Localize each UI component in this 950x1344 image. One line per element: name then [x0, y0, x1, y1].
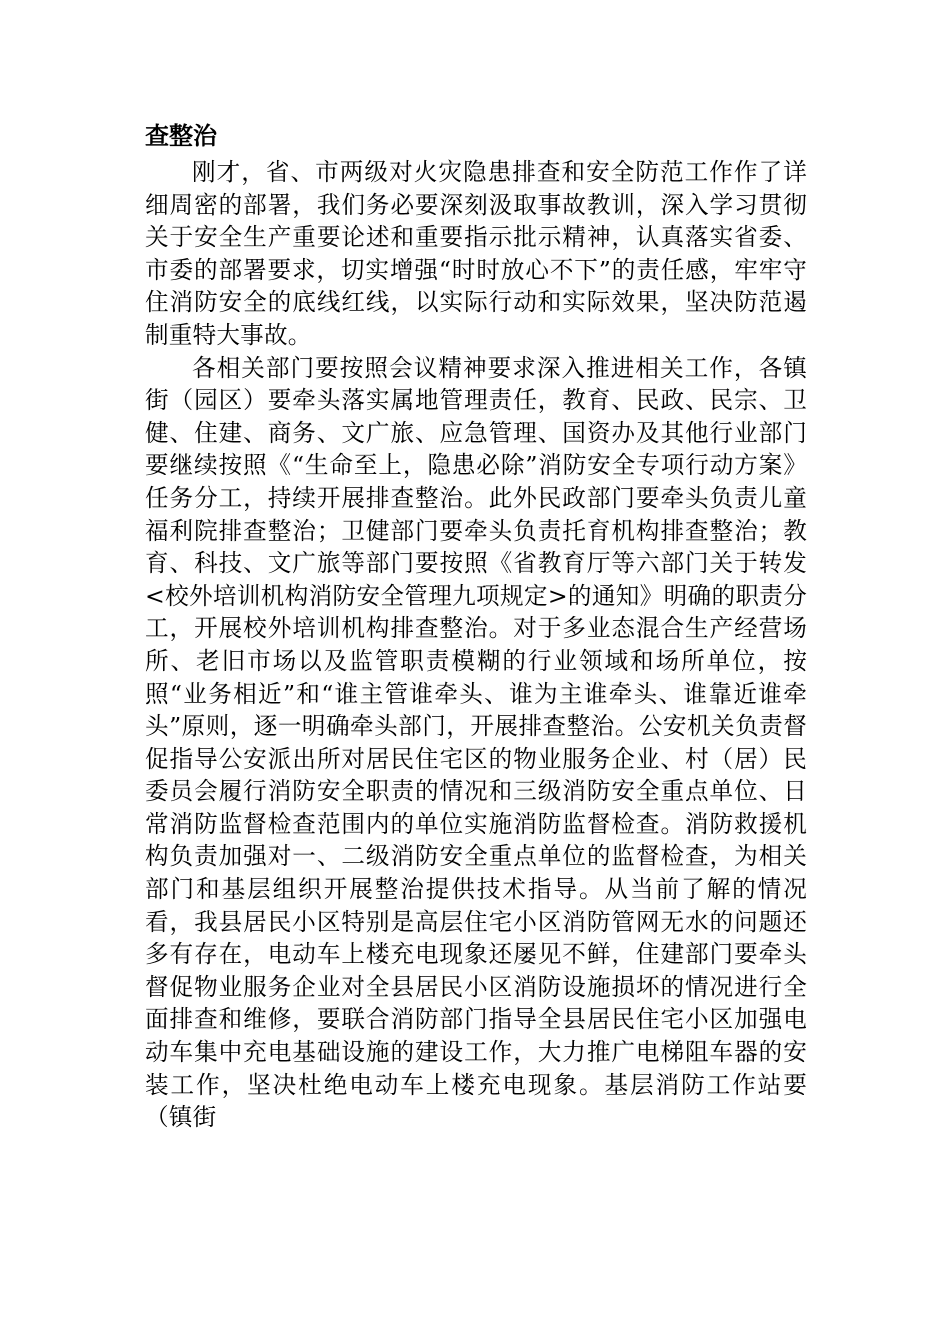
document-body: [145, 116, 807, 1134]
section-heading: 查整治: [145, 122, 217, 150]
paragraph-1: 刚才，省、市两级对火灾隐患排查和安全防范工作作了详细周密的部署，我们务必要深刻汲取事故教训，深入学习贯彻关于安全生产重要论述和重要指示批示精神，认真落实省委、市委的部署要求，切实增强“时时放心不下”的责任感，牢牢守住消防安全的底线红线，以实际行动和实际效果，坚决防范遏制重特大事故。: [145, 158, 807, 349]
paragraph-2: 各相关部门要按照会议精神要求深入推进相关工作，各镇街（园区）要牵头落实属地管理责任，教育、民政、民宗、卫健、住建、商务、文广旅、应急管理、国资办及其他行业部门要继续按照《“生命至上，隐患必除”消防安全专项行动方案》任务分工，持续开展排查整治。此外民政部门要牵头负责儿童福利院排查整治；卫健部门要牵头负责托育机构排查整治；教育、科技、文广旅等部门要按照《省教育厅等六部门关于转发<校外培训机构消防安全管理九项规定>的通知》明确的职责分工，开展校外培训机构排查整治。对于多业态混合生产经营场所、老旧市场以及监管职责模糊的行业领域和场所单位，按照“业务相近”和“谁主管谁牵头、谁为主谁牵头、谁靠近谁牵头”原则，逐一明确牵头部门，开展排查整治。公安机关负责督促指导公安派出所对居民住宅区的物业服务企业、村（居）民委员会履行消防安全职责的情况和三级消防安全重点单位、日常消防监督检查范围内的单位实施消防监督检查。消防救援机构负责加强对一、二级消防安全重点单位的监督检查，为相关部门和基层组织开展整治提供技术指导。从当前了解的情况看，我县居民小区特别是高层住宅小区消防管网无水的问题还多有存在，电动车上楼充电现象还屡见不鲜，住建部门要牵头督促物业服务企业对全县居民小区消防设施损坏的情况进行全面排查和维修，要联合消防部门指导全县居民住宅小区加强电动车集中充电基础设施的建设工作，大力推广电梯阻车器的安装工作，坚决杜绝电动车上楼充电现象。基层消防工作站要（镇街: [145, 353, 807, 1132]
